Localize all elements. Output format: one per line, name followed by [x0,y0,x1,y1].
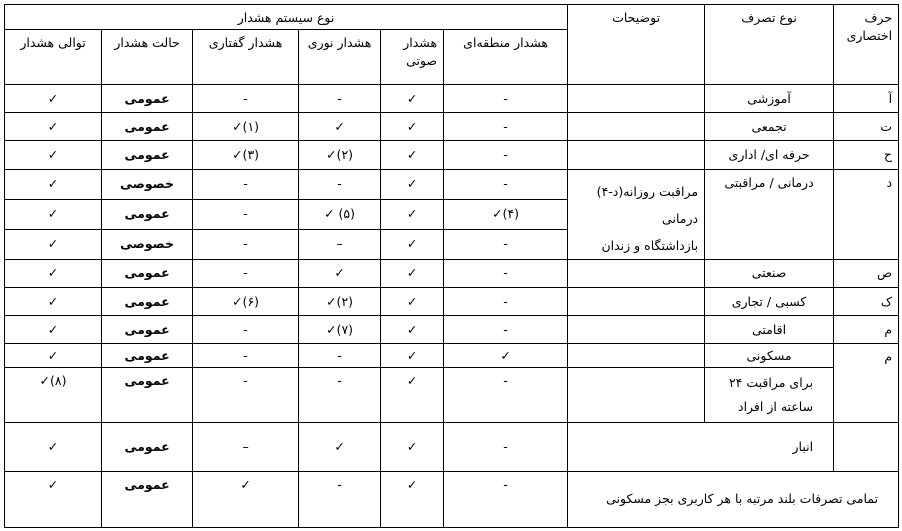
header-visual-alarm: هشدار نوری [299,30,381,85]
notes-cell [568,85,705,113]
notes-cell [568,259,705,287]
audio-cell: ✓ [381,344,444,368]
zonal-cell: (۴)✓ [444,199,568,229]
mode-cell: عمومی [102,471,193,527]
sequence-cell: ✓ [5,113,102,141]
sequence-cell: ✓ [5,344,102,368]
table-row [5,169,899,199]
table-row [5,85,899,113]
usage-cell: حرفه ای/ اداری [705,141,834,169]
header-alarm-mode: حالت هشدار [102,30,193,85]
voice-cell: - [193,85,299,113]
note-day-care: مراقبت روزانه(د-۴) [596,183,699,199]
visual-cell: (۷)✓ [299,316,381,344]
code-cell: د [834,169,899,259]
header-code: حرف اختصاری [834,5,899,85]
mode-cell: عمومی [102,368,193,423]
mode-cell: عمومی [102,423,193,471]
sequence-cell: ✓ [5,259,102,287]
alarm-requirements-table [4,4,899,528]
zonal-cell: - [444,288,568,316]
zonal-cell: - [444,169,568,199]
header-alarm-system-type: نوع سیستم هشدار [5,5,568,30]
mode-cell: عمومی [102,288,193,316]
audio-cell: ✓ [381,85,444,113]
mode-cell: عمومی [102,141,193,169]
mode-cell: عمومی [102,344,193,368]
mode-cell: عمومی [102,316,193,344]
audio-cell: ✓ [381,199,444,229]
usage-cell: درمانی / مراقبتی [705,169,834,259]
zonal-cell: - [444,471,568,527]
table-row [5,368,899,423]
table-row [5,316,899,344]
zonal-cell: - [444,259,568,287]
code-cell: ص [834,259,899,287]
zonal-cell: - [444,141,568,169]
code-cell: ح [834,141,899,169]
zonal-cell: ✓ [444,344,568,368]
visual-cell: - [299,344,381,368]
sequence-cell: ✓ [5,423,102,471]
audio-cell: ✓ [381,288,444,316]
sequence-cell: ✓ [5,471,102,527]
usage-cell: صنعتی [705,259,834,287]
notes-cell [568,141,705,169]
visual-cell: (۵) ✓ [299,199,381,229]
usage-cell: تمامی تصرفات بلند مرتبه با هر کاربری بجز مسکونی [568,471,899,527]
usage-cell: انبار [568,423,834,471]
mode-cell: عمومی [102,113,193,141]
visual-cell: - [299,169,381,199]
mode-cell: عمومی [102,199,193,229]
table-row [5,423,899,471]
voice-cell: - [193,259,299,287]
code-cell [834,423,899,471]
zonal-cell: - [444,113,568,141]
sequence-cell: ✓ [5,199,102,229]
audio-cell: ✓ [381,141,444,169]
voice-cell: - [193,344,299,368]
mode-cell: عمومی [102,259,193,287]
voice-cell: (۶)✓ [193,288,299,316]
header-notes: توضیحات [568,5,705,85]
code-cell: م [834,344,899,423]
visual-cell: ✓ [299,423,381,471]
voice-cell: - [193,368,299,423]
audio-cell: ✓ [381,229,444,259]
table-row [5,471,899,527]
table-row [5,288,899,316]
visual-cell: ✓ [299,113,381,141]
visual-cell: ✓ [299,259,381,287]
notes-cell [568,113,705,141]
voice-cell: – [193,423,299,471]
sequence-cell: ✓ [5,229,102,259]
visual-cell: - [299,471,381,527]
audio-cell: ✓ [381,316,444,344]
voice-cell: (۳)✓ [193,141,299,169]
visual-cell: – [299,229,381,259]
code-cell: ت [834,113,899,141]
notes-cell [568,344,705,368]
table-row [5,344,899,368]
usage-cell: اقامتی [705,316,834,344]
zonal-cell: - [444,368,568,423]
sequence-cell: ✓ [5,288,102,316]
voice-cell: - [193,169,299,199]
mode-cell: عمومی [102,85,193,113]
header-row-top [5,5,899,30]
voice-cell: - [193,199,299,229]
voice-cell: - [193,229,299,259]
mode-cell: خصوصی [102,229,193,259]
zonal-cell: - [444,85,568,113]
audio-cell: ✓ [381,259,444,287]
header-voice-alarm: هشدار گفتاری [193,30,299,85]
audio-cell: ✓ [381,471,444,527]
zonal-cell: - [444,423,568,471]
usage-cell: آموزشی [705,85,834,113]
table-row [5,141,899,169]
header-zonal-alarm: هشدار منطقه‌ای [444,30,568,85]
sequence-cell: ✓ [5,85,102,113]
zonal-cell: - [444,316,568,344]
notes-cell-care [568,169,705,259]
sequence-cell: (۸)✓ [5,368,102,423]
sequence-cell: ✓ [5,141,102,169]
visual-cell: - [299,85,381,113]
voice-cell: - [193,316,299,344]
notes-cell [568,368,705,423]
header-alarm-sequence: توالی هشدار [5,30,102,85]
code-cell: ک [834,288,899,316]
voice-cell: (۱)✓ [193,113,299,141]
usage-cell: کسبی / تجاری [705,288,834,316]
notes-cell [568,316,705,344]
visual-cell: (۲)✓ [299,288,381,316]
note-medical: درمانی [662,210,699,226]
zonal-cell: - [444,229,568,259]
usage-cell: تجمعی [705,113,834,141]
header-audio-alarm: هشدار صوتی [381,30,444,85]
usage-cell: برای مراقبت ۲۴ ساعته از افراد [705,368,834,423]
audio-cell: ✓ [381,368,444,423]
code-cell: آ [834,85,899,113]
visual-cell: (۲)✓ [299,141,381,169]
voice-cell: ✓ [193,471,299,527]
note-detention: بازداشتگاه و زندان [601,237,699,253]
audio-cell: ✓ [381,113,444,141]
notes-cell [568,288,705,316]
sequence-cell: ✓ [5,169,102,199]
table-row [5,113,899,141]
sequence-cell: ✓ [5,316,102,344]
audio-cell: ✓ [381,169,444,199]
table-row [5,259,899,287]
header-usage-type: نوع تصرف [705,5,834,85]
usage-cell: مسکونی [705,344,834,368]
visual-cell: - [299,368,381,423]
code-cell: م [834,316,899,344]
mode-cell: خصوصی [102,169,193,199]
audio-cell: ✓ [381,423,444,471]
